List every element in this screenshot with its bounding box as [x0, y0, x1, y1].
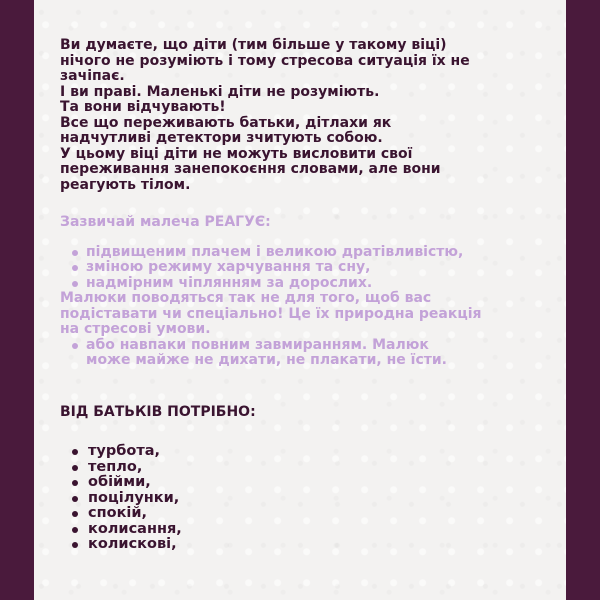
list-item [60, 260, 550, 276]
reaction-heading: Зазвичай малеча РЕАГУЄ: [60, 214, 271, 230]
intro-line: реагують тілом. [60, 176, 191, 193]
reaction-extra-list [60, 338, 550, 369]
bullet-icon [72, 511, 78, 517]
note-line: подіставати чи спеціально! Це їх природна реакція [60, 305, 482, 322]
list-item [60, 276, 550, 292]
list-item-text: може майже не дихати, не плакати, не їсти. [86, 352, 447, 368]
needs-heading: ВІД БАТЬКІВ ПОТРІБНО: [60, 403, 256, 420]
bullet-icon [72, 265, 78, 271]
intro-line: Ви думаєте, що діти (тим більше у такому віці) [60, 37, 447, 53]
info-card [34, 0, 566, 600]
list-item [60, 491, 550, 507]
list-item-text: колисання, [88, 520, 182, 537]
intro-line: зачіпає. [60, 68, 125, 84]
list-item-text: колискові, [88, 536, 177, 552]
list-item [60, 460, 550, 476]
list-item [60, 475, 550, 491]
list-item-text: спокій, [88, 505, 148, 521]
list-item-text: зміною режиму харчування та сну, [86, 259, 371, 275]
list-item [60, 245, 550, 261]
bullet-icon [72, 449, 78, 455]
intro-text [60, 38, 550, 193]
intro-line: надчутливі детектори зчитують собою. [60, 130, 383, 146]
note-line: на стресові умови. [60, 321, 211, 337]
intro-line: переживання занепокоєння словами, але вони [60, 161, 441, 177]
list-item-text: надмірним чіплянням за дорослих. [86, 274, 373, 291]
bullet-icon [72, 496, 78, 502]
list-item-text: підвищеним плачем і великою дратівливістю, [86, 243, 464, 260]
list-item [60, 522, 550, 538]
bullet-icon [72, 281, 78, 287]
card-content [60, 38, 550, 553]
intro-line: І ви праві. Маленькі діти не розуміють. [60, 83, 380, 100]
bullet-icon [72, 465, 78, 471]
bullet-icon [72, 480, 78, 486]
intro-line: У цьому віці діти не можуть висловити свої [60, 145, 413, 162]
bullet-icon [72, 250, 78, 256]
note-line: Малюки поводяться так не для того, щоб вас [60, 290, 432, 306]
list-item-text: поцілунки, [88, 489, 180, 506]
list-item-text: обійми, [88, 474, 151, 490]
list-item [60, 506, 550, 522]
list-item [60, 444, 550, 460]
bullet-icon [72, 343, 78, 349]
list-item-continuation [60, 353, 550, 369]
list-item-text: або навпаки повним завмиранням. Малюк [86, 336, 429, 353]
list-item-text: тепло, [88, 458, 143, 475]
list-item [60, 537, 550, 553]
reaction-note [60, 291, 550, 338]
intro-line: Та вони відчувають! [60, 99, 226, 115]
list-item [60, 338, 550, 354]
needs-list [60, 444, 550, 553]
bullet-icon [72, 542, 78, 548]
list-item-text: турбота, [88, 443, 161, 459]
intro-line: нічого не розуміють і тому стресова ситуація їх не [60, 52, 470, 69]
intro-line: Все що переживають батьки, дітлахи як [60, 114, 392, 131]
bullet-icon [72, 527, 78, 533]
reaction-list [60, 245, 550, 292]
